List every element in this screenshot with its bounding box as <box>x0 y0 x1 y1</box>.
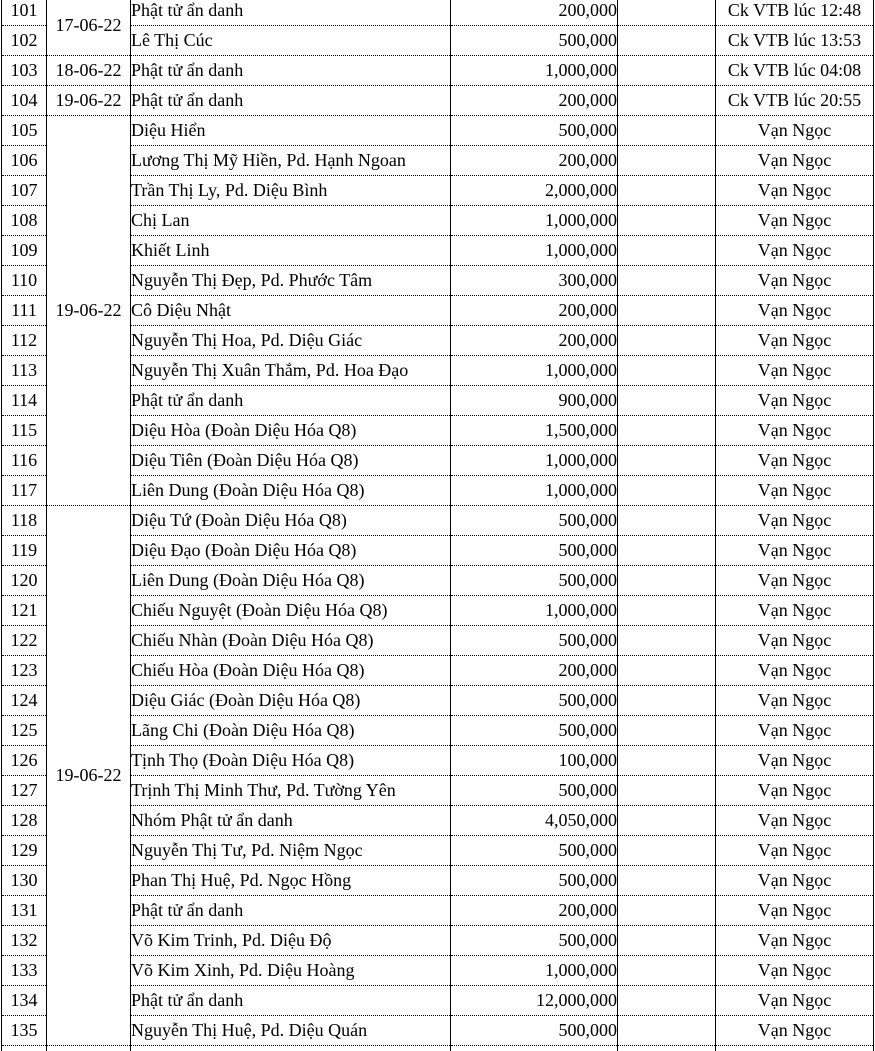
row-index-cell: 103 <box>2 56 47 86</box>
table-row <box>2 776 874 806</box>
row-index-cell: 123 <box>2 656 47 686</box>
amount-cell: 1,000,000 <box>451 206 618 236</box>
note-cell: Vạn Ngọc <box>716 926 874 956</box>
row-index-cell: 125 <box>2 716 47 746</box>
row-index-cell: 133 <box>2 956 47 986</box>
table-row <box>2 1016 874 1046</box>
name-cell: Phật tử ẩn danh <box>131 0 451 26</box>
name-cell: Chiếu Nguyệt (Đoàn Diệu Hóa Q8) <box>131 596 451 626</box>
table-row <box>2 716 874 746</box>
note-cell: Vạn Ngọc <box>716 596 874 626</box>
blank-cell <box>618 26 716 56</box>
table-row <box>2 506 874 536</box>
row-index-cell: 116 <box>2 446 47 476</box>
note-cell: Vạn Ngọc <box>716 176 874 206</box>
table-row <box>2 266 874 296</box>
amount-cell: 1,500,000 <box>451 416 618 446</box>
name-cell: Lương Thị Mỹ Hiền, Pd. Hạnh Ngoan <box>131 146 451 176</box>
row-index-cell: 111 <box>2 296 47 326</box>
amount-cell: 4,050,000 <box>451 806 618 836</box>
row-index-cell: 117 <box>2 476 47 506</box>
name-cell: Lãng Chi (Đoàn Diệu Hóa Q8) <box>131 716 451 746</box>
blank-cell <box>618 356 716 386</box>
table-row <box>2 476 874 506</box>
note-cell: Vạn Ngọc <box>716 446 874 476</box>
note-cell: Vạn Ngọc <box>716 956 874 986</box>
table-row <box>2 836 874 866</box>
name-cell: Cô Diệu Nhật <box>131 296 451 326</box>
row-index-cell: 115 <box>2 416 47 446</box>
table-row <box>2 386 874 416</box>
note-cell: Vạn Ngọc <box>716 146 874 176</box>
name-cell: Phật tử ẩn danh <box>131 86 451 116</box>
table-row <box>2 746 874 776</box>
amount-cell: 200,000 <box>451 146 618 176</box>
note-cell: Vạn Ngọc <box>716 626 874 656</box>
table-row <box>2 806 874 836</box>
note-cell: Ck VTB lúc 13:53 <box>716 26 874 56</box>
note-cell: Vạn Ngọc <box>716 776 874 806</box>
note-cell: Vạn Ngọc <box>716 566 874 596</box>
note-cell: Vạn Ngọc <box>716 836 874 866</box>
table-row <box>2 956 874 986</box>
row-index-cell: 104 <box>2 86 47 116</box>
blank-cell <box>618 806 716 836</box>
table-row <box>2 236 874 266</box>
blank-cell <box>618 56 716 86</box>
name-cell: Liên Dung (Đoàn Diệu Hóa Q8) <box>131 566 451 596</box>
blank-cell <box>618 326 716 356</box>
row-index-cell: 119 <box>2 536 47 566</box>
row-index-cell: 134 <box>2 986 47 1016</box>
blank-cell <box>618 236 716 266</box>
row-index-cell: 130 <box>2 866 47 896</box>
amount-cell: 500,000 <box>451 566 618 596</box>
blank-cell <box>618 506 716 536</box>
blank-cell <box>618 836 716 866</box>
amount-cell: 200,000 <box>451 0 618 26</box>
table-row <box>2 0 874 26</box>
amount-cell: 500,000 <box>451 866 618 896</box>
amount-cell <box>451 1046 618 1051</box>
table-row <box>2 116 874 146</box>
amount-cell: 1,000,000 <box>451 596 618 626</box>
note-cell: Vạn Ngọc <box>716 686 874 716</box>
name-cell: Tịnh Thọ (Đoàn Diệu Hóa Q8) <box>131 746 451 776</box>
amount-cell: 200,000 <box>451 896 618 926</box>
blank-cell <box>618 956 716 986</box>
blank-cell <box>618 536 716 566</box>
name-cell: Nguyễn Thị Hoa, Pd. Diệu Giác <box>131 326 451 356</box>
amount-cell: 500,000 <box>451 926 618 956</box>
row-index-cell: 112 <box>2 326 47 356</box>
name-cell: Diệu Tứ (Đoàn Diệu Hóa Q8) <box>131 506 451 536</box>
table-row <box>2 656 874 686</box>
amount-cell: 500,000 <box>451 506 618 536</box>
table-row <box>2 896 874 926</box>
blank-cell <box>618 746 716 776</box>
row-index-cell: 121 <box>2 596 47 626</box>
blank-cell <box>618 86 716 116</box>
table-row <box>2 686 874 716</box>
row-index-cell: 110 <box>2 266 47 296</box>
note-cell: Vạn Ngọc <box>716 356 874 386</box>
name-cell: Liên Dung (Đoàn Diệu Hóa Q8) <box>131 476 451 506</box>
table-row <box>2 536 874 566</box>
name-cell: Diệu Tiên (Đoàn Diệu Hóa Q8) <box>131 446 451 476</box>
amount-cell: 500,000 <box>451 1016 618 1046</box>
amount-cell: 300,000 <box>451 266 618 296</box>
table-row <box>2 1046 874 1051</box>
row-index-cell: 108 <box>2 206 47 236</box>
table-row <box>2 986 874 1016</box>
blank-cell <box>618 626 716 656</box>
note-cell: Vạn Ngọc <box>716 656 874 686</box>
amount-cell: 900,000 <box>451 386 618 416</box>
table-row <box>2 326 874 356</box>
name-cell: Chị Lan <box>131 206 451 236</box>
blank-cell <box>618 1046 716 1051</box>
amount-cell: 1,000,000 <box>451 446 618 476</box>
blank-cell <box>618 416 716 446</box>
name-cell: Nguyễn Thị Xuân Thắm, Pd. Hoa Đạo <box>131 356 451 386</box>
table-row <box>2 56 874 86</box>
table-row <box>2 446 874 476</box>
blank-cell <box>618 146 716 176</box>
blank-cell <box>618 206 716 236</box>
blank-cell <box>618 776 716 806</box>
name-cell: Phật tử ẩn danh <box>131 896 451 926</box>
note-cell: Vạn Ngọc <box>716 536 874 566</box>
blank-cell <box>618 596 716 626</box>
note-cell: Vạn Ngọc <box>716 476 874 506</box>
note-cell: Vạn Ngọc <box>716 986 874 1016</box>
row-index-cell: 109 <box>2 236 47 266</box>
note-cell: Vạn Ngọc <box>716 806 874 836</box>
amount-cell: 500,000 <box>451 716 618 746</box>
note-cell: Vạn Ngọc <box>716 266 874 296</box>
note-cell <box>716 1046 874 1051</box>
note-cell: Vạn Ngọc <box>716 116 874 146</box>
name-cell: Nguyễn Thị Huệ, Pd. Diệu Quán <box>131 1016 451 1046</box>
name-cell: Phan Thị Huệ, Pd. Ngọc Hồng <box>131 866 451 896</box>
name-cell: Diệu Đạo (Đoàn Diệu Hóa Q8) <box>131 536 451 566</box>
table-row <box>2 26 874 56</box>
amount-cell: 200,000 <box>451 86 618 116</box>
name-cell: Chiếu Nhàn (Đoàn Diệu Hóa Q8) <box>131 626 451 656</box>
table-row <box>2 356 874 386</box>
row-index-cell: 114 <box>2 386 47 416</box>
row-index-cell: 135 <box>2 1016 47 1046</box>
note-cell: Vạn Ngọc <box>716 416 874 446</box>
table-row <box>2 566 874 596</box>
note-cell: Vạn Ngọc <box>716 866 874 896</box>
name-cell: Khiết Linh <box>131 236 451 266</box>
row-index-cell: 122 <box>2 626 47 656</box>
amount-cell: 2,000,000 <box>451 176 618 206</box>
note-cell: Vạn Ngọc <box>716 746 874 776</box>
name-cell: Phật tử ẩn danh <box>131 986 451 1016</box>
date-cell: 19-06-22 <box>47 506 131 1046</box>
amount-cell: 100,000 <box>451 746 618 776</box>
date-cell: 18-06-22 <box>47 56 131 86</box>
blank-cell <box>618 476 716 506</box>
amount-cell: 500,000 <box>451 836 618 866</box>
table-row <box>2 416 874 446</box>
blank-cell <box>618 386 716 416</box>
donation-table-body <box>2 0 874 1051</box>
amount-cell: 1,000,000 <box>451 56 618 86</box>
row-index-cell: 107 <box>2 176 47 206</box>
blank-cell <box>618 926 716 956</box>
row-index-cell: 120 <box>2 566 47 596</box>
note-cell: Vạn Ngọc <box>716 296 874 326</box>
name-cell: Trịnh Thị Minh Thư, Pd. Tường Yên <box>131 776 451 806</box>
amount-cell: 1,000,000 <box>451 956 618 986</box>
row-index-cell: 113 <box>2 356 47 386</box>
name-cell: Diệu Hòa (Đoàn Diệu Hóa Q8) <box>131 416 451 446</box>
date-cell: 17-06-22 <box>47 0 131 56</box>
row-index-cell: 128 <box>2 806 47 836</box>
amount-cell: 500,000 <box>451 686 618 716</box>
blank-cell <box>618 0 716 26</box>
name-cell: Võ Kim Xinh, Pd. Diệu Hoàng <box>131 956 451 986</box>
name-cell: Chiếu Hòa (Đoàn Diệu Hóa Q8) <box>131 656 451 686</box>
row-index-cell: 132 <box>2 926 47 956</box>
table-row <box>2 176 874 206</box>
name-cell: Võ Kim Trinh, Pd. Diệu Độ <box>131 926 451 956</box>
blank-cell <box>618 566 716 596</box>
date-cell: 19-06-22 <box>47 86 131 116</box>
blank-cell <box>618 986 716 1016</box>
note-cell: Vạn Ngọc <box>716 1016 874 1046</box>
row-index-cell <box>2 1046 47 1051</box>
blank-cell <box>618 896 716 926</box>
blank-cell <box>618 446 716 476</box>
amount-cell: 500,000 <box>451 776 618 806</box>
table-row <box>2 926 874 956</box>
name-cell: Trần Thị Ly, Pd. Diệu Bình <box>131 176 451 206</box>
note-cell: Ck VTB lúc 04:08 <box>716 56 874 86</box>
row-index-cell: 126 <box>2 746 47 776</box>
blank-cell <box>618 866 716 896</box>
amount-cell: 500,000 <box>451 626 618 656</box>
name-cell <box>131 1046 451 1051</box>
name-cell: Phật tử ẩn danh <box>131 56 451 86</box>
table-row <box>2 86 874 116</box>
date-cell: 19-06-22 <box>47 116 131 506</box>
note-cell: Ck VTB lúc 12:48 <box>716 0 874 26</box>
amount-cell: 1,000,000 <box>451 236 618 266</box>
blank-cell <box>618 296 716 326</box>
name-cell: Nguyễn Thị Đẹp, Pd. Phước Tâm <box>131 266 451 296</box>
name-cell: Diệu Hiển <box>131 116 451 146</box>
blank-cell <box>618 1016 716 1046</box>
row-index-cell: 118 <box>2 506 47 536</box>
row-index-cell: 129 <box>2 836 47 866</box>
blank-cell <box>618 176 716 206</box>
blank-cell <box>618 716 716 746</box>
row-index-cell: 124 <box>2 686 47 716</box>
date-cell <box>47 1046 131 1051</box>
amount-cell: 12,000,000 <box>451 986 618 1016</box>
row-index-cell: 101 <box>2 0 47 26</box>
note-cell: Vạn Ngọc <box>716 896 874 926</box>
note-cell: Vạn Ngọc <box>716 236 874 266</box>
amount-cell: 1,000,000 <box>451 476 618 506</box>
amount-cell: 500,000 <box>451 536 618 566</box>
row-index-cell: 102 <box>2 26 47 56</box>
note-cell: Vạn Ngọc <box>716 326 874 356</box>
amount-cell: 200,000 <box>451 656 618 686</box>
blank-cell <box>618 656 716 686</box>
table-row <box>2 866 874 896</box>
amount-cell: 500,000 <box>451 26 618 56</box>
amount-cell: 1,000,000 <box>451 356 618 386</box>
name-cell: Nhóm Phật tử ẩn danh <box>131 806 451 836</box>
amount-cell: 200,000 <box>451 326 618 356</box>
row-index-cell: 127 <box>2 776 47 806</box>
name-cell: Diệu Giác (Đoàn Diệu Hóa Q8) <box>131 686 451 716</box>
table-row <box>2 206 874 236</box>
name-cell: Lê Thị Cúc <box>131 26 451 56</box>
blank-cell <box>618 116 716 146</box>
note-cell: Vạn Ngọc <box>716 206 874 236</box>
note-cell: Ck VTB lúc 20:55 <box>716 86 874 116</box>
row-index-cell: 131 <box>2 896 47 926</box>
blank-cell <box>618 686 716 716</box>
amount-cell: 200,000 <box>451 296 618 326</box>
row-index-cell: 105 <box>2 116 47 146</box>
row-index-cell: 106 <box>2 146 47 176</box>
note-cell: Vạn Ngọc <box>716 506 874 536</box>
donation-table <box>1 0 874 1051</box>
table-row <box>2 596 874 626</box>
name-cell: Nguyễn Thị Tư, Pd. Niệm Ngọc <box>131 836 451 866</box>
table-row <box>2 146 874 176</box>
table-row <box>2 626 874 656</box>
blank-cell <box>618 266 716 296</box>
name-cell: Phật tử ẩn danh <box>131 386 451 416</box>
table-row <box>2 296 874 326</box>
amount-cell: 500,000 <box>451 116 618 146</box>
note-cell: Vạn Ngọc <box>716 716 874 746</box>
note-cell: Vạn Ngọc <box>716 386 874 416</box>
